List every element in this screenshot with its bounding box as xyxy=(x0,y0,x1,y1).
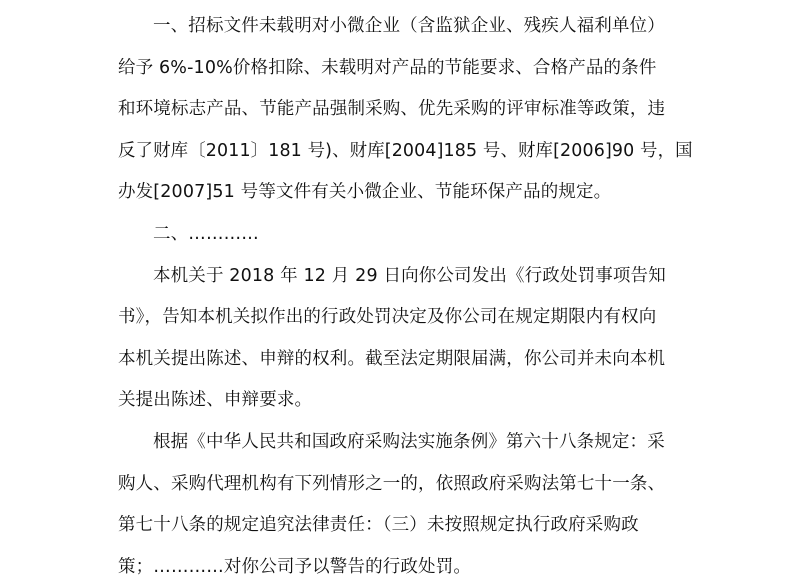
text-line: 第七十八条的规定追究法律责任：（三）未按照规定执行政府采购政 xyxy=(118,515,639,536)
paragraph-finding-1 xyxy=(118,6,693,214)
document-page xyxy=(118,6,693,588)
text-line: 二、………… xyxy=(153,223,259,244)
text-line: 给予 6%-10%价格扣除、未载明对产品的节能要求、合格产品的条件 xyxy=(118,57,657,78)
text-line: 和环境标志产品、节能产品强制采购、优先采购的评审标准等政策，违 xyxy=(118,99,666,120)
text-line: 书》，告知本机关拟作出的行政处罚决定及你公司在规定期限内有权向 xyxy=(118,307,657,328)
text-line: 一、招标文件未载明对小微企业（含监狱企业、残疾人福利单位） xyxy=(153,16,665,36)
paragraph-finding-2 xyxy=(118,214,693,256)
text-line: 反了财库〔2011〕181 号)、财库[2004]185 号、财库[2006]90 号，国 xyxy=(118,140,693,161)
paragraph-legal-basis xyxy=(118,422,693,588)
text-line: 本机关于 2018 年 12 月 29 日向你公司发出《行政处罚事项告知 xyxy=(153,265,666,286)
text-line: 策；…………对你公司予以警告的行政处罚。 xyxy=(118,556,471,577)
text-line: 本机关提出陈述、申辩的权利。截至法定期限届满，你公司并未向本机 xyxy=(118,348,666,369)
text-line: 根据《中华人民共和国政府采购法实施条例》第六十八条规定：采 xyxy=(153,431,665,452)
text-line: 关提出陈述、申辩要求。 xyxy=(118,390,313,411)
paragraph-notice xyxy=(118,256,693,422)
text-line: 购人、采购代理机构有下列情形之一的，依照政府采购法第七十一条、 xyxy=(118,473,666,494)
text-line: 办发[2007]51 号等文件有关小微企业、节能环保产品的规定。 xyxy=(118,182,612,203)
